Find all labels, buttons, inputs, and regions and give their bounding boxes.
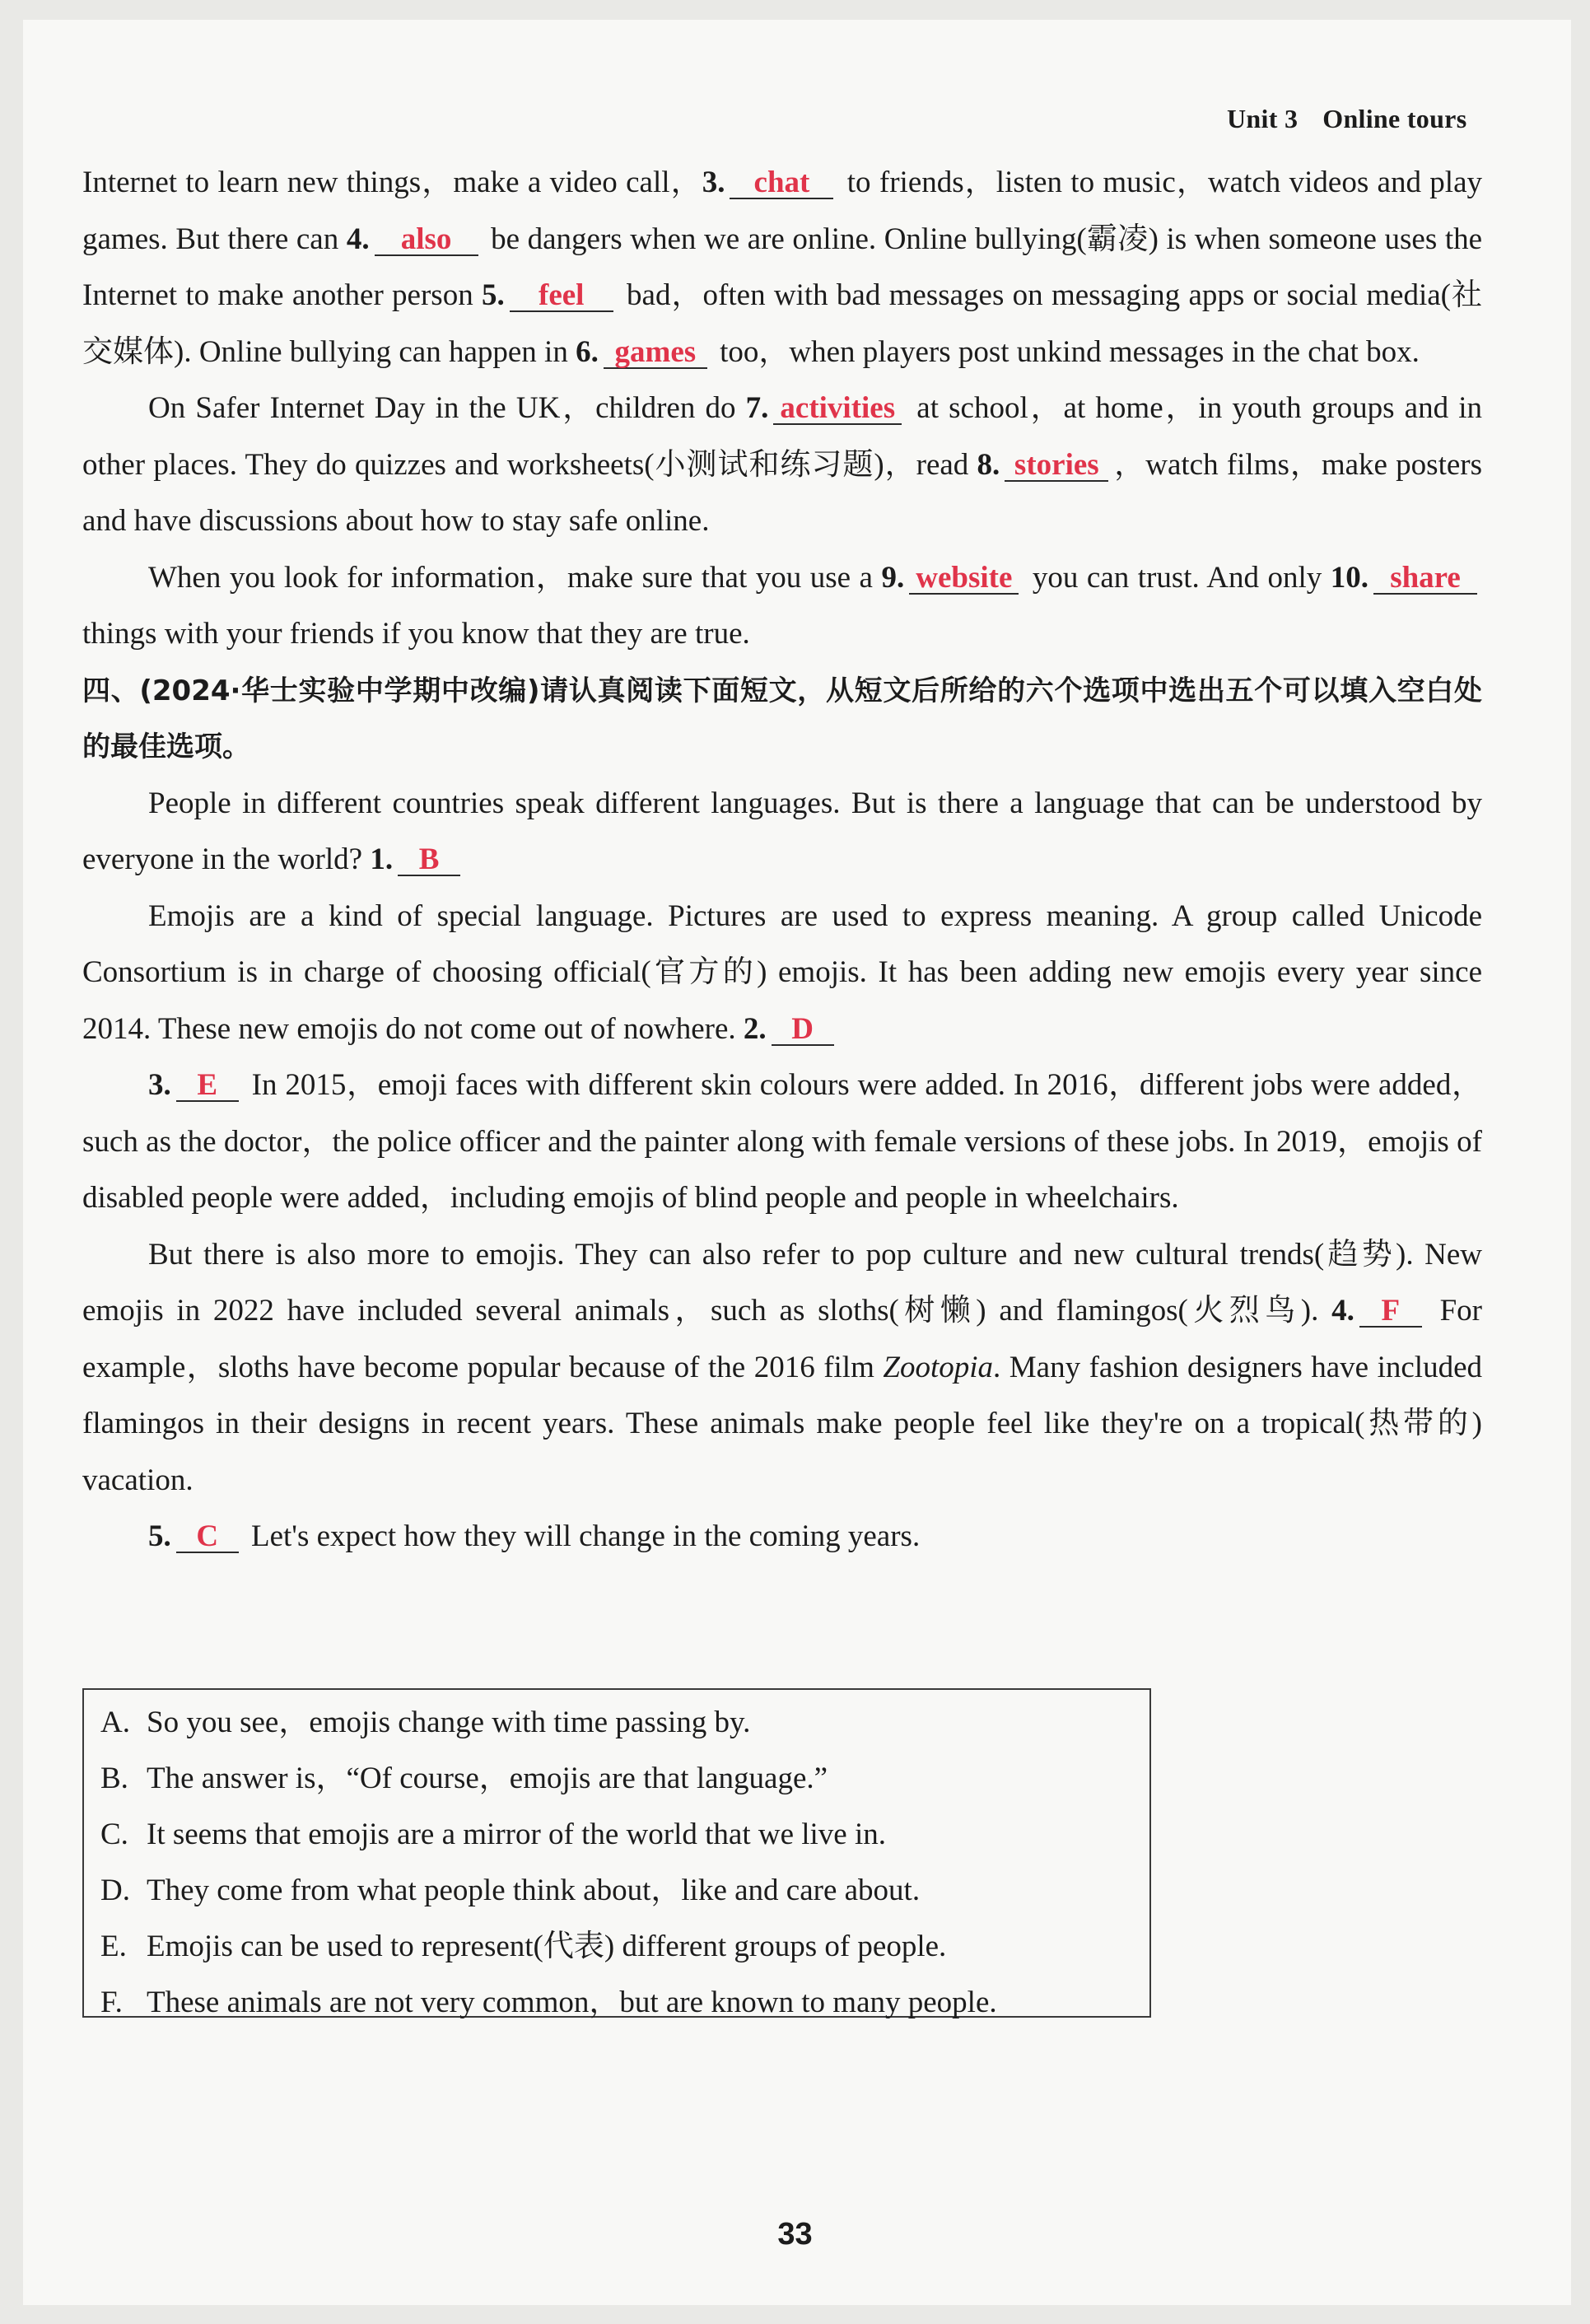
- option-text: So you see，emojis change with time passing by.: [147, 1706, 751, 1739]
- text: you can trust. And only: [1032, 560, 1322, 595]
- option-letter: E.: [100, 1930, 127, 1963]
- text: too，when players post unkind messages in the chat box.: [720, 334, 1420, 369]
- text: On Safer Internet Day in the UK，children do: [148, 391, 736, 425]
- blank-number: 10.: [1330, 560, 1369, 595]
- answer-blank: B: [398, 845, 460, 876]
- text: Internet to learn new things，make a video call，: [82, 166, 702, 199]
- option-letter: D.: [100, 1874, 130, 1907]
- text: ，watch films，make posters and have discussions about how to stay safe online.: [82, 447, 1482, 538]
- text: In 2015，emoji faces with different skin colours were added. In 2016，different jobs were added，such as the doctor，the police officer and the painter along with female versions of these jobs. In 2019，emojis of disabled people were added，including emojis of blind people and people in wheelchairs.: [82, 1068, 1483, 1215]
- blank-number: 8.: [977, 447, 1000, 482]
- option-letter: C.: [100, 1818, 128, 1851]
- passage2-paragraph1: [82, 776, 1482, 889]
- option-text: They come from what people think about，like and care about.: [147, 1874, 921, 1907]
- option-a: [100, 1695, 1149, 1751]
- unit-label: Unit 3: [1227, 104, 1299, 133]
- option-c: [100, 1807, 1149, 1863]
- option-d: [100, 1863, 1149, 1919]
- text: For example，sloths have become popular because of the 2016 film: [82, 1294, 1483, 1384]
- answer-blank: C: [176, 1522, 239, 1553]
- text: . Many fashion designers have included flamingos in their designs in recent years. These animals make people feel like they're on a tropical(热带的) vacation.: [82, 1350, 1482, 1497]
- passage2-paragraph3: [82, 1057, 1482, 1227]
- options-box: [82, 1688, 1151, 2018]
- option-text: These animals are not very common，but are known to many people.: [147, 1986, 997, 2019]
- answer-blank: E: [176, 1071, 239, 1102]
- answer-blank: website: [909, 563, 1019, 595]
- option-text: The answer is，“Of course，emojis are that language.”: [147, 1762, 828, 1795]
- option-letter: B.: [100, 1762, 128, 1795]
- blank-number: 2.: [743, 1011, 767, 1046]
- unit-title: Online tours: [1322, 104, 1467, 133]
- answer-blank: share: [1373, 563, 1477, 595]
- answer-blank: also: [375, 225, 478, 256]
- film-title: Zootopia: [883, 1350, 994, 1384]
- text: things with your friends if you know that they are true.: [82, 617, 750, 651]
- page-number: 33: [777, 2217, 813, 2252]
- text: Let's expect how they will change in the coming years.: [251, 1519, 921, 1553]
- text: People in different countries speak different languages. But is there a language that can be understood by everyone in the world?: [82, 786, 1482, 876]
- text: be dangers when we are online. Online bullying(霸凌) is when someone uses the Internet to make another person: [82, 222, 1483, 312]
- option-letter: A.: [100, 1706, 130, 1739]
- text: at school，at home，in youth groups and in other places. They do quizzes and worksheets(小测试和练习题)，read: [82, 391, 1483, 482]
- passage1-paragraph3: [82, 550, 1482, 663]
- blank-number: 3.: [148, 1068, 171, 1102]
- text: to friends，listen to music，watch videos and play games. But there can: [82, 166, 1483, 256]
- passage1-paragraph2: [82, 380, 1482, 550]
- passage1-paragraph1: [82, 155, 1482, 380]
- answer-blank: stories: [1005, 450, 1108, 482]
- text: bad，often with bad messages on messaging apps or social media(社交媒体). Online bullying can happen in: [82, 278, 1483, 369]
- blank-number: 5.: [482, 278, 505, 312]
- option-b: [100, 1751, 1149, 1807]
- passage2-paragraph2: [82, 889, 1482, 1058]
- running-header: [1227, 104, 1466, 134]
- passage2-paragraph4: [82, 1227, 1482, 1510]
- blank-number: 7.: [745, 391, 769, 425]
- text: Emojis are a kind of special language. Pictures are used to express meaning. A group called Unicode Consortium is in charge of choosing official(官方的) emojis. It has been adding new emojis every year since 2014. These new emojis do not come out of nowhere.: [82, 898, 1482, 1046]
- option-text: It seems that emojis are a mirror of the world that we live in.: [147, 1818, 887, 1851]
- answer-blank: activities: [773, 394, 902, 425]
- option-f: [100, 1975, 1149, 2031]
- page-content: [82, 155, 1482, 1566]
- blank-number: 4.: [1331, 1294, 1355, 1328]
- option-e: [100, 1919, 1149, 1975]
- blank-number: 5.: [148, 1519, 171, 1553]
- answer-blank: feel: [510, 281, 613, 312]
- option-letter: F.: [100, 1986, 123, 2019]
- section-heading: 四、(2024·华士实验中学期中改编)请认真阅读下面短文，从短文后所给的六个选项中选出五个可以填入空白处的最佳选项。: [82, 674, 1482, 763]
- passage2-paragraph5: [82, 1509, 1482, 1566]
- answer-blank: games: [604, 338, 707, 369]
- blank-number: 3.: [702, 166, 725, 199]
- answer-blank: D: [772, 1015, 834, 1046]
- blank-number: 6.: [576, 334, 599, 369]
- blank-number: 1.: [370, 842, 394, 876]
- option-text: Emojis can be used to represent(代表) different groups of people.: [147, 1930, 947, 1963]
- answer-blank: F: [1359, 1296, 1422, 1328]
- text: But there is also more to emojis. They can also refer to pop culture and new cultural trends(趋势). New emojis in 2022 have included several animals，such as sloths(树懒) and flamingos(火烈鸟).: [82, 1237, 1482, 1328]
- blank-number: 9.: [881, 560, 905, 595]
- text: When you look for information，make sure that you use a: [148, 560, 873, 595]
- blank-number: 4.: [346, 222, 370, 256]
- answer-blank: chat: [730, 168, 833, 199]
